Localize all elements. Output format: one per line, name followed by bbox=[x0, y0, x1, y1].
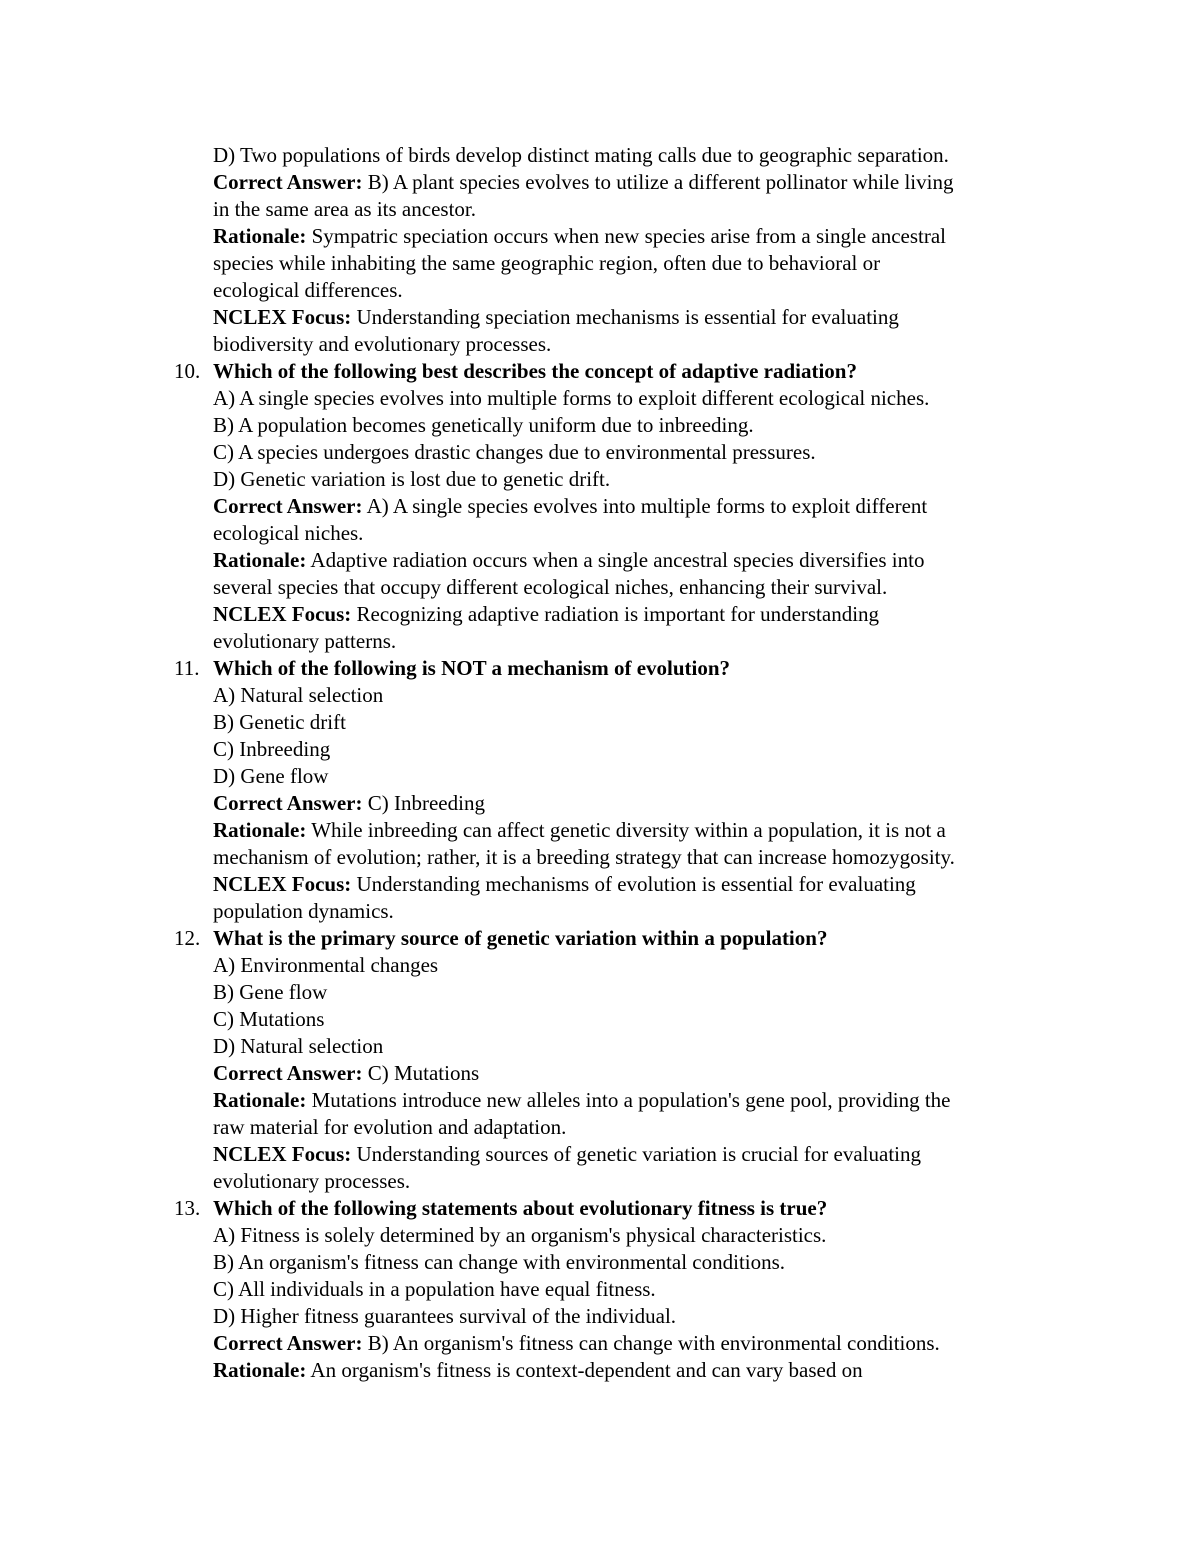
correct-answer-text: C) Inbreeding bbox=[362, 791, 485, 815]
question-line bbox=[0, 358, 1200, 385]
correct-answer-text: B) A plant species evolves to utilize a different pollinator while living bbox=[362, 170, 954, 194]
body-text: D) Two populations of birds develop distinct mating calls due to geographic separation. bbox=[213, 143, 949, 167]
correct-answer-line bbox=[0, 790, 1200, 817]
nclex-focus-label: NCLEX Focus: bbox=[213, 872, 352, 896]
nclex-focus-text: Understanding sources of genetic variation is crucial for evaluating bbox=[351, 1142, 921, 1166]
text-line bbox=[0, 439, 1200, 466]
question-number: 11. bbox=[174, 656, 200, 680]
correct-answer-line bbox=[0, 1330, 1200, 1357]
rationale-label: Rationale: bbox=[213, 224, 307, 248]
nclex-focus-line bbox=[0, 304, 1200, 331]
body-text: mechanism of evolution; rather, it is a breeding strategy that can increase homozygosity. bbox=[213, 845, 955, 869]
text-line bbox=[0, 1249, 1200, 1276]
body-text: B) A population becomes genetically uniform due to inbreeding. bbox=[213, 413, 754, 437]
text-line bbox=[0, 331, 1200, 358]
rationale-text: While inbreeding can affect genetic diversity within a population, it is not a bbox=[306, 818, 946, 842]
nclex-focus-label: NCLEX Focus: bbox=[213, 602, 352, 626]
body-text: C) A species undergoes drastic changes due to environmental pressures. bbox=[213, 440, 816, 464]
text-line bbox=[0, 1033, 1200, 1060]
rationale-line bbox=[0, 547, 1200, 574]
nclex-focus-line bbox=[0, 601, 1200, 628]
rationale-label: Rationale: bbox=[213, 1088, 307, 1112]
body-text: several species that occupy different ecological niches, enhancing their survival. bbox=[213, 575, 888, 599]
correct-answer-text: B) An organism's fitness can change with environmental conditions. bbox=[362, 1331, 940, 1355]
question-number: 10. bbox=[174, 359, 201, 383]
rationale-text: Mutations introduce new alleles into a population's gene pool, providing the bbox=[306, 1088, 951, 1112]
nclex-focus-text: Understanding mechanisms of evolution is essential for evaluating bbox=[351, 872, 916, 896]
text-line bbox=[0, 736, 1200, 763]
correct-answer-label: Correct Answer: bbox=[213, 170, 363, 194]
question-number: 12. bbox=[174, 926, 201, 950]
document-page bbox=[0, 142, 1200, 1384]
body-text: A) Natural selection bbox=[213, 683, 384, 707]
question-text: Which of the following is NOT a mechanism of evolution? bbox=[213, 656, 731, 680]
body-text: C) Mutations bbox=[213, 1007, 325, 1031]
rationale-text: Sympatric speciation occurs when new species arise from a single ancestral bbox=[306, 224, 947, 248]
question-line bbox=[0, 1195, 1200, 1222]
text-line bbox=[0, 844, 1200, 871]
body-text: A) A single species evolves into multiple forms to exploit different ecological niches. bbox=[213, 386, 930, 410]
correct-answer-label: Correct Answer: bbox=[213, 1331, 363, 1355]
body-text: A) Fitness is solely determined by an organism's physical characteristics. bbox=[213, 1223, 827, 1247]
body-text: D) Genetic variation is lost due to genetic drift. bbox=[213, 467, 611, 491]
text-line bbox=[0, 763, 1200, 790]
nclex-focus-text: Understanding speciation mechanisms is essential for evaluating bbox=[351, 305, 899, 329]
text-line bbox=[0, 250, 1200, 277]
correct-answer-text: A) A single species evolves into multiple forms to exploit different bbox=[362, 494, 928, 518]
rationale-line bbox=[0, 1357, 1200, 1384]
correct-answer-label: Correct Answer: bbox=[213, 494, 363, 518]
correct-answer-label: Correct Answer: bbox=[213, 1061, 363, 1085]
body-text: B) Genetic drift bbox=[213, 710, 346, 734]
body-text: B) Gene flow bbox=[213, 980, 328, 1004]
text-line bbox=[0, 277, 1200, 304]
rationale-line bbox=[0, 817, 1200, 844]
question-line bbox=[0, 925, 1200, 952]
text-line bbox=[0, 682, 1200, 709]
rationale-text: Adaptive radiation occurs when a single ancestral species diversifies into bbox=[306, 548, 925, 572]
nclex-focus-label: NCLEX Focus: bbox=[213, 305, 352, 329]
text-line bbox=[0, 574, 1200, 601]
body-text: C) All individuals in a population have equal fitness. bbox=[213, 1277, 656, 1301]
rationale-line bbox=[0, 1087, 1200, 1114]
body-text: D) Gene flow bbox=[213, 764, 329, 788]
text-line bbox=[0, 709, 1200, 736]
nclex-focus-label: NCLEX Focus: bbox=[213, 1142, 352, 1166]
nclex-focus-line bbox=[0, 1141, 1200, 1168]
text-line bbox=[0, 952, 1200, 979]
correct-answer-line bbox=[0, 1060, 1200, 1087]
question-text: What is the primary source of genetic variation within a population? bbox=[213, 926, 828, 950]
text-line bbox=[0, 1168, 1200, 1195]
body-text: C) Inbreeding bbox=[213, 737, 331, 761]
text-line bbox=[0, 412, 1200, 439]
text-line bbox=[0, 520, 1200, 547]
body-text: biodiversity and evolutionary processes. bbox=[213, 332, 552, 356]
text-line bbox=[0, 1006, 1200, 1033]
text-line bbox=[0, 1276, 1200, 1303]
correct-answer-label: Correct Answer: bbox=[213, 791, 363, 815]
body-text: ecological niches. bbox=[213, 521, 364, 545]
body-text: in the same area as its ancestor. bbox=[213, 197, 476, 221]
text-line bbox=[0, 898, 1200, 925]
correct-answer-line bbox=[0, 169, 1200, 196]
question-line bbox=[0, 655, 1200, 682]
nclex-focus-text: Recognizing adaptive radiation is important for understanding bbox=[351, 602, 880, 626]
text-line bbox=[0, 196, 1200, 223]
question-number: 13. bbox=[174, 1196, 201, 1220]
text-line bbox=[0, 1222, 1200, 1249]
body-text: ecological differences. bbox=[213, 278, 403, 302]
body-text: species while inhabiting the same geographic region, often due to behavioral or bbox=[213, 251, 881, 275]
text-line bbox=[0, 628, 1200, 655]
nclex-focus-line bbox=[0, 871, 1200, 898]
text-line bbox=[0, 385, 1200, 412]
rationale-line bbox=[0, 223, 1200, 250]
text-line bbox=[0, 1303, 1200, 1330]
body-text: D) Natural selection bbox=[213, 1034, 384, 1058]
body-text: population dynamics. bbox=[213, 899, 394, 923]
rationale-label: Rationale: bbox=[213, 818, 307, 842]
body-text: evolutionary patterns. bbox=[213, 629, 397, 653]
question-text: Which of the following best describes the concept of adaptive radiation? bbox=[213, 359, 857, 383]
text-line bbox=[0, 142, 1200, 169]
body-text: raw material for evolution and adaptation. bbox=[213, 1115, 567, 1139]
text-line bbox=[0, 1114, 1200, 1141]
text-line bbox=[0, 979, 1200, 1006]
question-text: Which of the following statements about evolutionary fitness is true? bbox=[213, 1196, 828, 1220]
rationale-label: Rationale: bbox=[213, 548, 307, 572]
text-line bbox=[0, 466, 1200, 493]
correct-answer-text: C) Mutations bbox=[362, 1061, 480, 1085]
body-text: D) Higher fitness guarantees survival of the individual. bbox=[213, 1304, 677, 1328]
correct-answer-line bbox=[0, 493, 1200, 520]
rationale-text: An organism's fitness is context-dependent and can vary based on bbox=[306, 1358, 863, 1382]
body-text: A) Environmental changes bbox=[213, 953, 439, 977]
body-text: evolutionary processes. bbox=[213, 1169, 411, 1193]
body-text: B) An organism's fitness can change with environmental conditions. bbox=[213, 1250, 786, 1274]
rationale-label: Rationale: bbox=[213, 1358, 307, 1382]
